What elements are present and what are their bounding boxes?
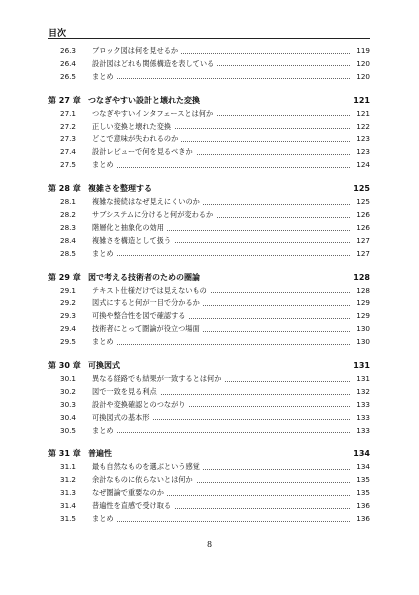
section-title: テキスト仕様だけでは見えないもの — [92, 285, 210, 298]
section-number: 30.5 — [60, 425, 77, 435]
section-page: 120 — [353, 71, 370, 84]
section-page: 123 — [353, 146, 370, 159]
section-page: 134 — [353, 461, 370, 474]
chapter-label: 第 28 章 — [48, 184, 81, 194]
section-number: 26.3 — [60, 46, 77, 55]
section-page: 135 — [353, 474, 370, 487]
toc-entry — [48, 412, 370, 425]
chapter-heading — [48, 358, 370, 373]
chapter-heading — [48, 270, 370, 285]
section-page: 123 — [353, 133, 370, 146]
chapter-title: 普遍性 — [88, 449, 112, 459]
chapter-page: 128 — [353, 272, 370, 282]
toc-entry — [48, 474, 370, 487]
section-number: 28.4 — [60, 235, 77, 245]
section-title: 余計なものに依らないとは何か — [92, 474, 196, 487]
section-title: つなぎやすいインタフェースとは何か — [92, 108, 216, 121]
chapter-title: 可換図式 — [88, 361, 120, 371]
section-number: 29.1 — [60, 285, 77, 295]
section-number: 31.4 — [60, 501, 77, 511]
section-page: 126 — [353, 222, 370, 235]
chapter-page: 134 — [353, 449, 370, 459]
section-title: どこで意味が失われるのか — [92, 133, 181, 146]
section-number: 27.5 — [60, 160, 77, 170]
chapter-title: 図で考える技術者のための圏論 — [88, 272, 200, 282]
chapter-label: 第 27 章 — [48, 95, 81, 105]
section-title: 複雑さを構造として扱う — [92, 235, 174, 248]
toc-entry — [48, 399, 370, 412]
section-page: 132 — [353, 386, 370, 399]
section-title: 図式にすると何が一目で分かるか — [92, 297, 203, 310]
chapter-heading — [48, 93, 370, 108]
toc-entry — [48, 248, 370, 261]
toc-entry — [48, 386, 370, 399]
toc-entry — [48, 45, 370, 58]
section-number: 28.1 — [60, 197, 77, 207]
section-title: 階層化と抽象化の効用 — [92, 222, 167, 235]
section-title: 可換や整合性を図で確認する — [92, 310, 188, 323]
header-rule — [48, 38, 370, 39]
toc-entry — [48, 196, 370, 209]
section-title: まとめ — [92, 248, 117, 261]
section-page: 133 — [353, 412, 370, 425]
section-number: 27.1 — [60, 108, 77, 118]
section-number: 31.1 — [60, 462, 77, 472]
chapter-page: 121 — [353, 95, 370, 105]
chapter-title: 複雑さを整理する — [88, 184, 152, 194]
section-title: 最も自然なものを選ぶという感覚 — [92, 461, 203, 474]
section-title: まとめ — [92, 425, 117, 438]
section-number: 30.2 — [60, 386, 77, 396]
section-number: 26.4 — [60, 58, 77, 68]
toc-entry — [48, 297, 370, 310]
toc-entry — [48, 461, 370, 474]
section-title: まとめ — [92, 159, 117, 172]
section-page: 133 — [353, 399, 370, 412]
section-title: 普遍性を直感で受け取る — [92, 500, 174, 513]
section-page: 129 — [353, 297, 370, 310]
toc-entry — [48, 108, 370, 121]
section-page: 133 — [353, 425, 370, 438]
section-page: 125 — [353, 196, 370, 209]
toc-entry — [48, 373, 370, 386]
chapter-page: 131 — [353, 361, 370, 371]
section-number: 29.3 — [60, 311, 77, 321]
section-page: 127 — [353, 235, 370, 248]
section-title: 正しい変換と壊れた変換 — [92, 121, 174, 134]
toc-entry — [48, 235, 370, 248]
toc-entry — [48, 121, 370, 134]
section-title: ブロック図は何を見せるか — [92, 45, 181, 58]
section-page: 135 — [353, 487, 370, 500]
section-page: 136 — [353, 513, 370, 526]
dot-leader — [92, 255, 350, 256]
section-title: 可換図式の基本形 — [92, 412, 153, 425]
section-number: 28.5 — [60, 248, 77, 258]
section-number: 27.2 — [60, 121, 77, 131]
section-page: 130 — [353, 323, 370, 336]
section-number: 29.4 — [60, 324, 77, 334]
toc-entry — [48, 323, 370, 336]
section-number: 28.3 — [60, 222, 77, 232]
toc-entry — [48, 500, 370, 513]
section-title: 異なる経路でも結果が一致するとは何か — [92, 373, 224, 386]
dot-leader — [92, 521, 350, 522]
section-number: 28.2 — [60, 210, 77, 220]
section-page: 130 — [353, 336, 370, 349]
chapter-label: 第 31 章 — [48, 449, 81, 459]
chapter-heading — [48, 181, 370, 196]
section-page: 122 — [353, 121, 370, 134]
section-page: 126 — [353, 209, 370, 222]
section-title: まとめ — [92, 513, 117, 526]
dot-leader — [92, 78, 350, 79]
dot-leader — [92, 344, 350, 345]
section-title: サブシステムに分けると何が変わるか — [92, 209, 216, 222]
toc-entry — [48, 58, 370, 71]
section-page: 119 — [353, 45, 370, 58]
toc-entry — [48, 159, 370, 172]
section-title: 設計や変換確認とのつながり — [92, 399, 188, 412]
section-page: 120 — [353, 58, 370, 71]
toc-entry — [48, 487, 370, 500]
section-page: 124 — [353, 159, 370, 172]
toc-entry — [48, 513, 370, 526]
section-number: 30.1 — [60, 374, 77, 384]
section-title: 設計図はどれも関係構造を表している — [92, 58, 217, 71]
section-title: なぜ圏論で重要なのか — [92, 487, 167, 500]
chapter-heading — [48, 446, 370, 461]
section-number: 26.5 — [60, 71, 77, 81]
header-title: 目次 — [48, 29, 67, 39]
toc-entry — [48, 285, 370, 298]
toc-entry — [48, 310, 370, 323]
section-title: 図で一致を見る利点 — [92, 386, 160, 399]
dot-leader — [92, 167, 350, 168]
page-number: 8 — [206, 540, 213, 549]
table-of-contents — [48, 45, 370, 526]
chapter-label: 第 29 章 — [48, 272, 81, 282]
section-page: 128 — [353, 285, 370, 298]
toc-entry — [48, 209, 370, 222]
page-header — [48, 26, 370, 39]
section-number: 27.4 — [60, 147, 77, 157]
toc-entry — [48, 222, 370, 235]
section-page: 121 — [353, 108, 370, 121]
toc-entry — [48, 336, 370, 349]
section-page: 129 — [353, 310, 370, 323]
section-number: 31.5 — [60, 514, 77, 524]
section-title: 設計レビューで何を見るべきか — [92, 146, 196, 159]
section-title: まとめ — [92, 336, 117, 349]
section-number: 30.3 — [60, 399, 77, 409]
chapter-title: つなぎやすい設計と壊れた変換 — [88, 95, 200, 105]
section-page: 131 — [353, 373, 370, 386]
toc-entry — [48, 133, 370, 146]
section-number: 29.2 — [60, 298, 77, 308]
section-page: 127 — [353, 248, 370, 261]
section-page: 136 — [353, 500, 370, 513]
toc-entry — [48, 146, 370, 159]
dot-leader — [92, 432, 350, 433]
section-number: 29.5 — [60, 337, 77, 347]
section-number: 31.2 — [60, 475, 77, 485]
section-title: 複雑な接続はなぜ見えにくいのか — [92, 196, 203, 209]
chapter-page: 125 — [353, 184, 370, 194]
section-title: まとめ — [92, 71, 117, 84]
toc-entry — [48, 425, 370, 438]
chapter-label: 第 30 章 — [48, 361, 81, 371]
section-number: 31.3 — [60, 488, 77, 498]
section-number: 30.4 — [60, 412, 77, 422]
section-title: 技術者にとって圏論が役立つ場面 — [92, 323, 203, 336]
toc-entry — [48, 71, 370, 84]
section-number: 27.3 — [60, 134, 77, 144]
